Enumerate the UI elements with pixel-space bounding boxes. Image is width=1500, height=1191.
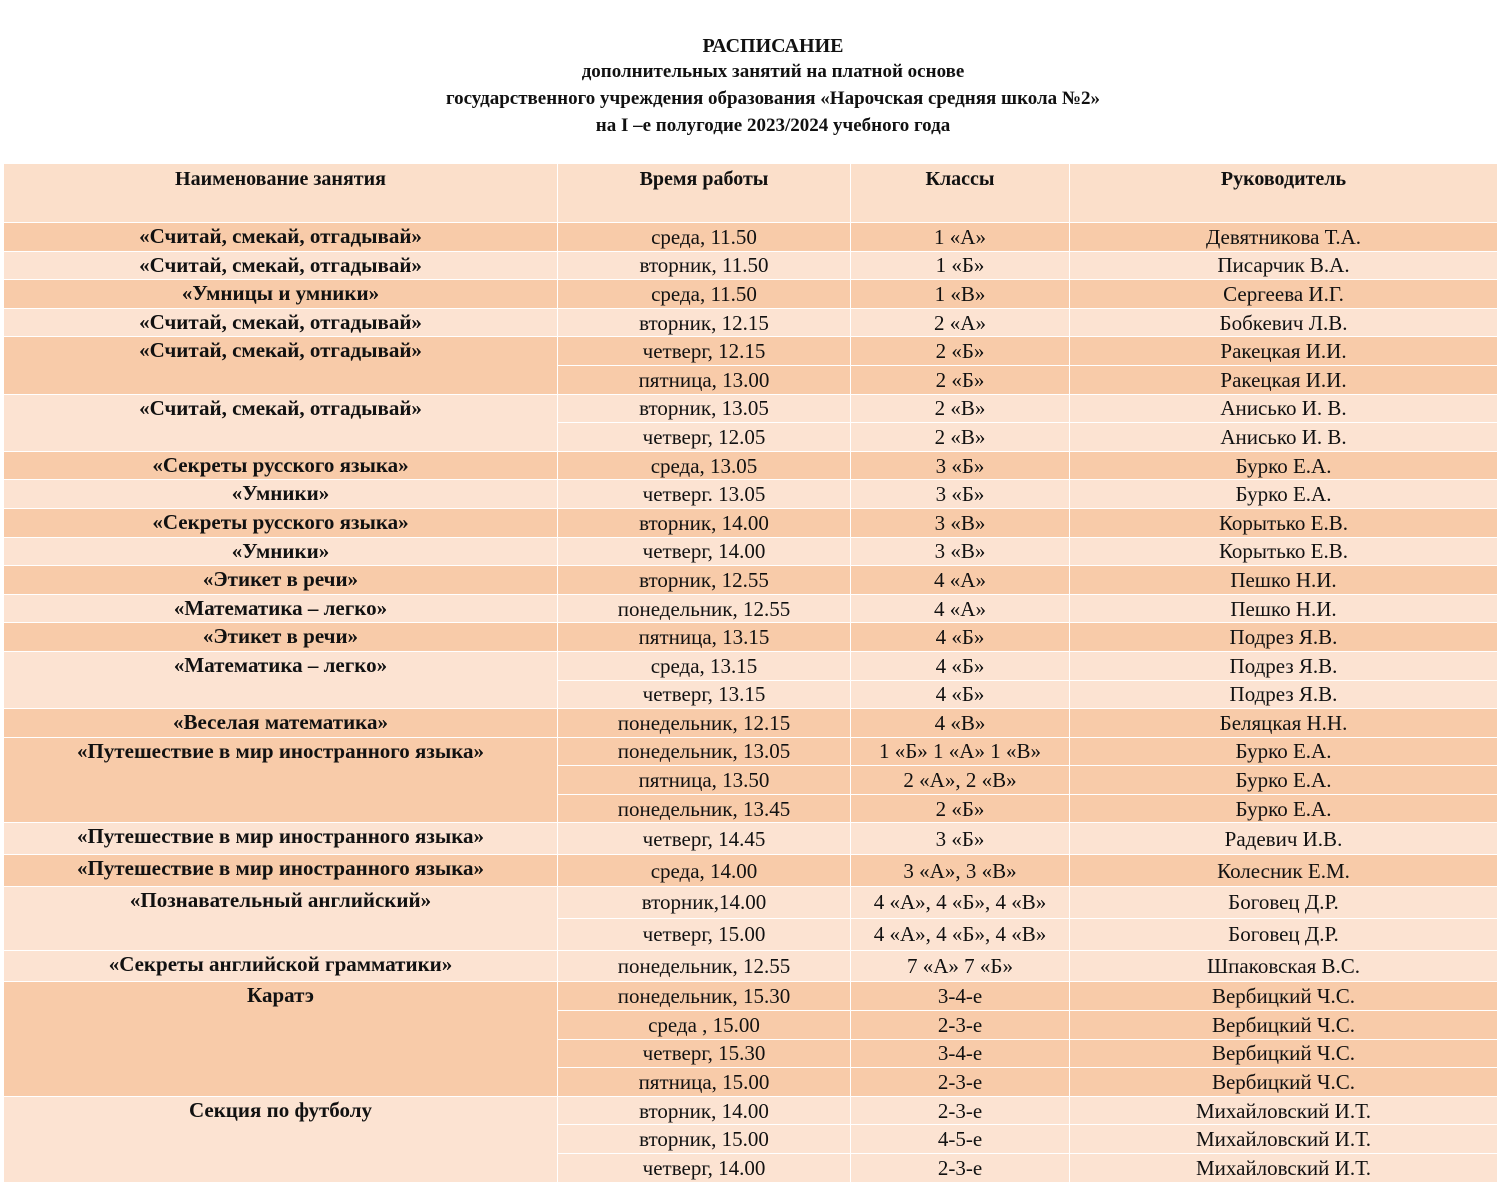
time-cell: среда , 15.00 xyxy=(558,1011,851,1040)
activity-name: «Считай, смекай, отгадывай» xyxy=(4,223,558,252)
teacher-cell: Бобкевич Л.В. xyxy=(1070,308,1498,337)
classes-cell: 4 «Б» xyxy=(851,680,1070,709)
classes-cell: 1 «Б» xyxy=(851,251,1070,280)
teacher-cell: Михайловский И.Т. xyxy=(1070,1096,1498,1125)
table-row xyxy=(4,950,1498,982)
time-cell: среда, 14.00 xyxy=(558,855,851,887)
subtitle-line-1: дополнительных занятий на платной основе xyxy=(581,61,965,82)
time-cell: среда, 13.05 xyxy=(558,451,851,480)
time-cell: четверг, 14.00 xyxy=(558,1154,851,1183)
classes-cell: 2 «В» xyxy=(851,394,1070,423)
activity-name: «Путешествие в мир иностранного языка» xyxy=(4,823,558,855)
teacher-cell: Бурко Е.А. xyxy=(1070,794,1498,823)
table-row xyxy=(4,594,1498,623)
table-row xyxy=(4,623,1498,652)
document-header xyxy=(0,34,1500,139)
time-cell: пятница, 13.15 xyxy=(558,623,851,652)
classes-cell: 2-3-е xyxy=(851,1096,1070,1125)
table-row xyxy=(4,1096,1498,1125)
time-cell: вторник, 13.05 xyxy=(558,394,851,423)
table-row xyxy=(4,855,1498,887)
time-cell: среда, 13.15 xyxy=(558,651,851,680)
activity-name: «Считай, смекай, отгадывай» xyxy=(4,337,558,394)
time-cell: пятница, 15.00 xyxy=(558,1068,851,1097)
table-row xyxy=(4,537,1498,566)
classes-cell: 2-3-е xyxy=(851,1011,1070,1040)
classes-cell: 4 «А», 4 «Б», 4 «В» xyxy=(851,887,1070,919)
classes-cell: 1 «Б» 1 «А» 1 «В» xyxy=(851,737,1070,766)
classes-cell: 3 «Б» xyxy=(851,823,1070,855)
teacher-cell: Подрез Я.В. xyxy=(1070,680,1498,709)
classes-cell: 4 «Б» xyxy=(851,651,1070,680)
classes-cell: 4 «А» xyxy=(851,594,1070,623)
activity-name: «Этикет в речи» xyxy=(4,566,558,595)
classes-cell: 4-5-е xyxy=(851,1125,1070,1154)
classes-cell: 3 «В» xyxy=(851,537,1070,566)
time-cell: четверг, 14.45 xyxy=(558,823,851,855)
classes-cell: 2-3-е xyxy=(851,1068,1070,1097)
time-cell: среда, 11.50 xyxy=(558,223,851,252)
table-row xyxy=(4,480,1498,509)
classes-cell: 2 «Б» xyxy=(851,365,1070,394)
teacher-cell: Писарчик В.А. xyxy=(1070,251,1498,280)
teacher-cell: Вербицкий Ч.С. xyxy=(1070,1011,1498,1040)
time-cell: понедельник, 12.55 xyxy=(558,594,851,623)
teacher-cell: Вербицкий Ч.С. xyxy=(1070,982,1498,1011)
classes-cell: 2 «В» xyxy=(851,423,1070,452)
teacher-cell: Подрез Я.В. xyxy=(1070,651,1498,680)
classes-cell: 1 «А» xyxy=(851,223,1070,252)
classes-cell: 3 «Б» xyxy=(851,451,1070,480)
time-cell: четверг, 12.15 xyxy=(558,337,851,366)
teacher-cell: Бурко Е.А. xyxy=(1070,480,1498,509)
table-row xyxy=(4,651,1498,680)
time-cell: понедельник, 13.05 xyxy=(558,737,851,766)
teacher-cell: Ракецкая И.И. xyxy=(1070,337,1498,366)
classes-cell: 4 «В» xyxy=(851,709,1070,738)
classes-cell: 2 «Б» xyxy=(851,337,1070,366)
classes-cell: 3-4-е xyxy=(851,1039,1070,1068)
teacher-cell: Анисько И. В. xyxy=(1070,394,1498,423)
table-row xyxy=(4,451,1498,480)
time-cell: пятница, 13.00 xyxy=(558,365,851,394)
time-cell: вторник,14.00 xyxy=(558,887,851,919)
teacher-cell: Шпаковская В.С. xyxy=(1070,950,1498,982)
time-cell: четверг, 14.00 xyxy=(558,537,851,566)
activity-name: «Умники» xyxy=(4,537,558,566)
activity-name: «Считай, смекай, отгадывай» xyxy=(4,394,558,451)
activity-name: «Секреты английской грамматики» xyxy=(4,950,558,982)
classes-cell: 3 «А», 3 «В» xyxy=(851,855,1070,887)
activity-name: Секция по футболу xyxy=(4,1096,558,1182)
activity-name: «Математика – легко» xyxy=(4,594,558,623)
time-cell: четверг, 15.00 xyxy=(558,918,851,950)
table-row xyxy=(4,223,1498,252)
time-cell: пятница, 13.50 xyxy=(558,766,851,795)
classes-cell: 2 «А» xyxy=(851,308,1070,337)
classes-cell: 2-3-е xyxy=(851,1154,1070,1183)
column-header-classes: Классы xyxy=(851,164,1070,223)
schedule-body xyxy=(4,223,1498,1183)
time-cell: вторник, 12.15 xyxy=(558,308,851,337)
teacher-cell: Михайловский И.Т. xyxy=(1070,1125,1498,1154)
activity-name: «Математика – легко» xyxy=(4,651,558,708)
teacher-cell: Вербицкий Ч.С. xyxy=(1070,1068,1498,1097)
teacher-cell: Бурко Е.А. xyxy=(1070,737,1498,766)
time-cell: понедельник, 12.15 xyxy=(558,709,851,738)
table-row xyxy=(4,508,1498,537)
table-row xyxy=(4,737,1498,766)
time-cell: четверг, 12.05 xyxy=(558,423,851,452)
table-row xyxy=(4,280,1498,309)
activity-name: «Познавательный английский» xyxy=(4,887,558,951)
teacher-cell: Корытько Е.В. xyxy=(1070,537,1498,566)
activity-name: «Умницы и умники» xyxy=(4,280,558,309)
classes-cell: 3 «Б» xyxy=(851,480,1070,509)
classes-cell: 1 «В» xyxy=(851,280,1070,309)
teacher-cell: Беляцкая Н.Н. xyxy=(1070,709,1498,738)
classes-cell: 4 «А», 4 «Б», 4 «В» xyxy=(851,918,1070,950)
activity-name: «Путешествие в мир иностранного языка» xyxy=(4,737,558,823)
classes-cell: 2 «Б» xyxy=(851,794,1070,823)
teacher-cell: Боговец Д.Р. xyxy=(1070,918,1498,950)
column-header-activity: Наименование занятия xyxy=(4,164,558,223)
teacher-cell: Бурко Е.А. xyxy=(1070,766,1498,795)
table-row xyxy=(4,251,1498,280)
subtitle-line-2: государственного учреждения образования «Нарочская средняя школа №2» xyxy=(445,88,1101,109)
teacher-cell: Пешко Н.И. xyxy=(1070,566,1498,595)
table-row xyxy=(4,982,1498,1011)
column-header-teacher: Руководитель xyxy=(1070,164,1498,223)
teacher-cell: Пешко Н.И. xyxy=(1070,594,1498,623)
activity-name: «Секреты русского языка» xyxy=(4,508,558,537)
time-cell: понедельник, 13.45 xyxy=(558,794,851,823)
time-cell: вторник, 11.50 xyxy=(558,251,851,280)
classes-cell: 3-4-е xyxy=(851,982,1070,1011)
activity-name: «Секреты русского языка» xyxy=(4,451,558,480)
activity-name: «Этикет в речи» xyxy=(4,623,558,652)
teacher-cell: Анисько И. В. xyxy=(1070,423,1498,452)
teacher-cell: Боговец Д.Р. xyxy=(1070,887,1498,919)
time-cell: вторник, 14.00 xyxy=(558,1096,851,1125)
time-cell: четверг, 13.15 xyxy=(558,680,851,709)
column-header-time: Время работы xyxy=(558,164,851,223)
table-row xyxy=(4,709,1498,738)
time-cell: вторник, 15.00 xyxy=(558,1125,851,1154)
activity-name: «Считай, смекай, отгадывай» xyxy=(4,308,558,337)
time-cell: четверг, 15.30 xyxy=(558,1039,851,1068)
teacher-cell: Корытько Е.В. xyxy=(1070,508,1498,537)
classes-cell: 7 «А» 7 «Б» xyxy=(851,950,1070,982)
table-header-row xyxy=(4,164,1498,223)
table-row xyxy=(4,566,1498,595)
classes-cell: 3 «В» xyxy=(851,508,1070,537)
table-row xyxy=(4,887,1498,919)
teacher-cell: Подрез Я.В. xyxy=(1070,623,1498,652)
table-row xyxy=(4,823,1498,855)
activity-name: «Путешествие в мир иностранного языка» xyxy=(4,855,558,887)
teacher-cell: Колесник Е.М. xyxy=(1070,855,1498,887)
table-row xyxy=(4,394,1498,423)
teacher-cell: Бурко Е.А. xyxy=(1070,451,1498,480)
time-cell: четверг. 13.05 xyxy=(558,480,851,509)
subtitle-line-3: на I –е полугодие 2023/2024 учебного года xyxy=(595,115,951,136)
teacher-cell: Ракецкая И.И. xyxy=(1070,365,1498,394)
teacher-cell: Радевич И.В. xyxy=(1070,823,1498,855)
teacher-cell: Михайловский И.Т. xyxy=(1070,1154,1498,1183)
table-row xyxy=(4,308,1498,337)
teacher-cell: Девятникова Т.А. xyxy=(1070,223,1498,252)
time-cell: среда, 11.50 xyxy=(558,280,851,309)
schedule-table xyxy=(3,163,1498,1183)
classes-cell: 2 «А», 2 «В» xyxy=(851,766,1070,795)
teacher-cell: Сергеева И.Г. xyxy=(1070,280,1498,309)
classes-cell: 4 «А» xyxy=(851,566,1070,595)
time-cell: понедельник, 15.30 xyxy=(558,982,851,1011)
activity-name: «Считай, смекай, отгадывай» xyxy=(4,251,558,280)
activity-name: Каратэ xyxy=(4,982,558,1096)
activity-name: «Веселая математика» xyxy=(4,709,558,738)
time-cell: понедельник, 12.55 xyxy=(558,950,851,982)
activity-name: «Умники» xyxy=(4,480,558,509)
time-cell: вторник, 12.55 xyxy=(558,566,851,595)
document-title: РАСПИСАНИЕ xyxy=(702,35,844,57)
table-row xyxy=(4,337,1498,366)
time-cell: вторник, 14.00 xyxy=(558,508,851,537)
teacher-cell: Вербицкий Ч.С. xyxy=(1070,1039,1498,1068)
classes-cell: 4 «Б» xyxy=(851,623,1070,652)
